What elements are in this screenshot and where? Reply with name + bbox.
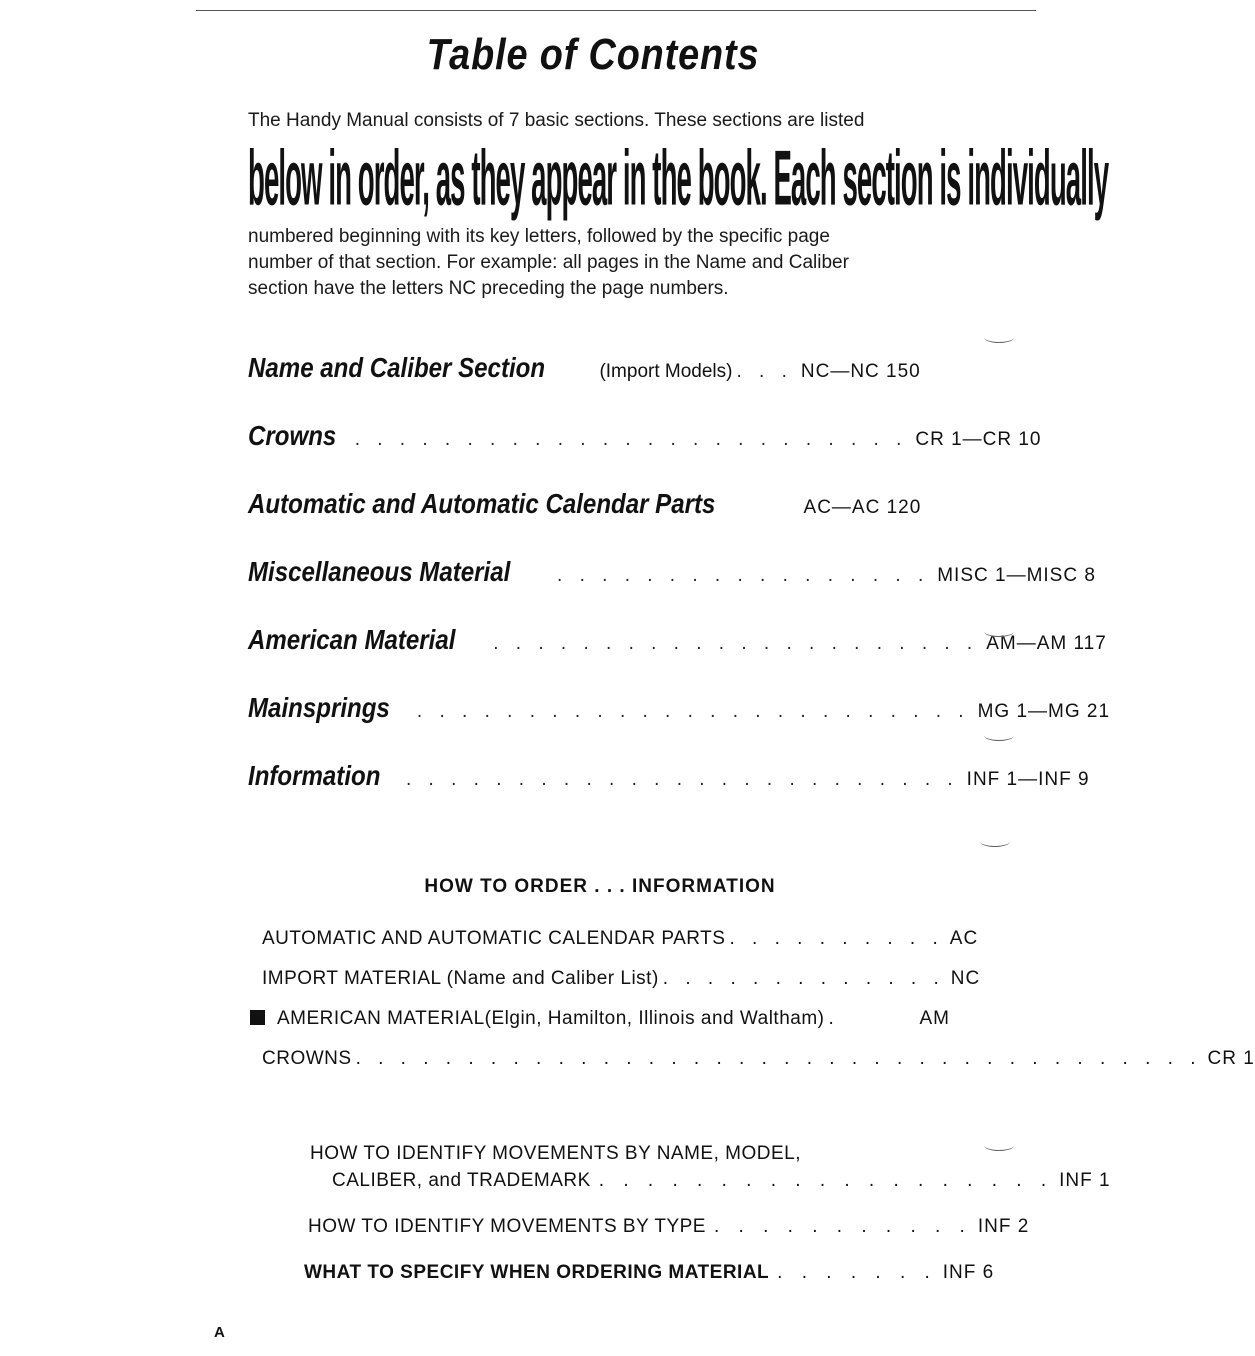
toc-entry-pages: MISC 1—MISC 8 [937, 565, 1096, 586]
toc-leader-dots: . . . [736, 361, 793, 382]
order-item[interactable] [250, 928, 979, 968]
order-item[interactable] [250, 1048, 1255, 1088]
order-item-code: AM [919, 1008, 950, 1029]
identify-entry-code: INF 1 [1059, 1170, 1111, 1191]
toc-entry-pages: AC—AC 120 [803, 497, 922, 518]
toc-list [248, 352, 1111, 828]
toc-entry-title: Name and Caliber Section [248, 352, 546, 383]
order-item-label: IMPORT MATERIAL (Name and Caliber List) [262, 968, 659, 989]
intro-line-5: section have the letters NC preceding the page numbers. [248, 278, 729, 299]
identify-entry[interactable] [304, 1262, 995, 1308]
order-leader-dots: . . . . . . . . . . . . . [662, 968, 945, 989]
identify-entry-label: HOW TO IDENTIFY MOVEMENTS BY TYPE [308, 1216, 706, 1237]
toc-leader-dots: . . . . . . . . . . . . . . . . . [557, 565, 930, 586]
order-leader-dots: . . . . . . . . . . [729, 928, 944, 949]
toc-entry[interactable] [248, 760, 1090, 828]
toc-leader-dots: . . . . . . . . . . . . . . . . . . . . . . . . . [406, 769, 959, 790]
order-item-code: NC [950, 968, 981, 989]
toc-entry-title: Automatic and Automatic Calendar Parts [248, 488, 716, 519]
toc-entry-title: Information [248, 760, 381, 791]
identify-entry-code: INF 6 [942, 1262, 995, 1283]
top-rule [196, 10, 1036, 11]
intro-line-2: below in order, as they appear in the book. Each section is individually [248, 136, 1109, 223]
margin-binding-mark [984, 730, 1014, 741]
margin-binding-mark [984, 332, 1014, 343]
identify-entry-label: WHAT TO SPECIFY WHEN ORDERING MATERIAL [304, 1262, 770, 1283]
order-item-label: AMERICAN MATERIAL(Elgin, Hamilton, Illinois and Waltham) [277, 1008, 825, 1029]
toc-leader-dots: . . . . . . . . . . . . . . . . . . . . . . . . . [416, 701, 970, 722]
order-item-code: AC [949, 928, 979, 949]
margin-binding-mark [984, 1140, 1014, 1151]
order-leader-dots: . . . . . . . . . . . . . . . . . . . . . . . . . . . . . . . . . . . . . . [355, 1048, 1202, 1069]
toc-entry-title: Miscellaneous Material [248, 556, 511, 587]
order-list [250, 928, 1255, 1088]
intro-line-1: The Handy Manual consists of 7 basic sections. These sections are listed [248, 110, 865, 131]
order-item-label: CROWNS [262, 1048, 352, 1069]
toc-entry-title: Mainsprings [248, 692, 390, 723]
toc-entry-pages: AM—AM 117 [986, 633, 1107, 654]
identify-leader-dots: . . . . . . . [777, 1262, 937, 1283]
identify-leader-dots: . . . . . . . . . . . [713, 1216, 972, 1237]
toc-entry[interactable] [248, 556, 1096, 624]
square-bullet-icon [250, 1010, 265, 1025]
margin-binding-mark [984, 626, 1014, 637]
toc-entry[interactable] [248, 624, 1107, 692]
identify-line-1: HOW TO IDENTIFY MOVEMENTS BY NAME, MODEL, [310, 1143, 801, 1164]
intro-paragraph [248, 108, 1109, 302]
identify-section [304, 1138, 1111, 1308]
intro-line-4: number of that section. For example: all pages in the Name and Caliber [248, 252, 849, 273]
toc-entry[interactable] [248, 692, 1111, 760]
toc-entry[interactable] [248, 488, 968, 556]
how-to-order-heading: HOW TO ORDER . . . INFORMATION [424, 876, 776, 897]
order-item[interactable] [250, 968, 981, 1008]
identify-leader-dots: . . . . . . . . . . . . . . . . . . . [598, 1170, 1054, 1191]
toc-entry-pages: MG 1—MG 21 [977, 701, 1111, 722]
order-item-code: CR 1 [1207, 1048, 1255, 1069]
order-leader-dots: . [828, 1008, 840, 1029]
page-title: Table of Contents [426, 30, 760, 79]
toc-entry-pages: NC—NC 150 [800, 361, 921, 382]
order-item[interactable] [250, 1008, 950, 1048]
identify-entry-code: INF 2 [977, 1216, 1030, 1237]
order-item-label: AUTOMATIC AND AUTOMATIC CALENDAR PARTS [262, 928, 726, 949]
identify-entry[interactable] [304, 1216, 1030, 1262]
identify-entry[interactable] [304, 1170, 1111, 1210]
intro-line-3: numbered beginning with its key letters, followed by the specific page [248, 226, 830, 247]
margin-binding-mark [980, 836, 1010, 847]
toc-entry[interactable] [248, 352, 968, 420]
toc-entry-title: American Material [248, 624, 456, 655]
toc-leader-dots: . . . . . . . . . . . . . . . . . . . . . . [493, 633, 979, 654]
toc-leader-dots: . . . . . . . . . . . . . . . . . . . . . . . . . [354, 429, 908, 450]
identify-entry-label: CALIBER, and TRADEMARK [332, 1170, 591, 1191]
toc-entry-pages: CR 1—CR 10 [915, 429, 1042, 450]
toc-entry-subtitle: (Import Models) [599, 361, 733, 382]
page-letter: A [214, 1324, 225, 1341]
toc-entry-pages: INF 1—INF 9 [966, 769, 1090, 790]
toc-entry-title: Crowns [248, 420, 337, 451]
toc-entry[interactable] [248, 420, 1042, 488]
